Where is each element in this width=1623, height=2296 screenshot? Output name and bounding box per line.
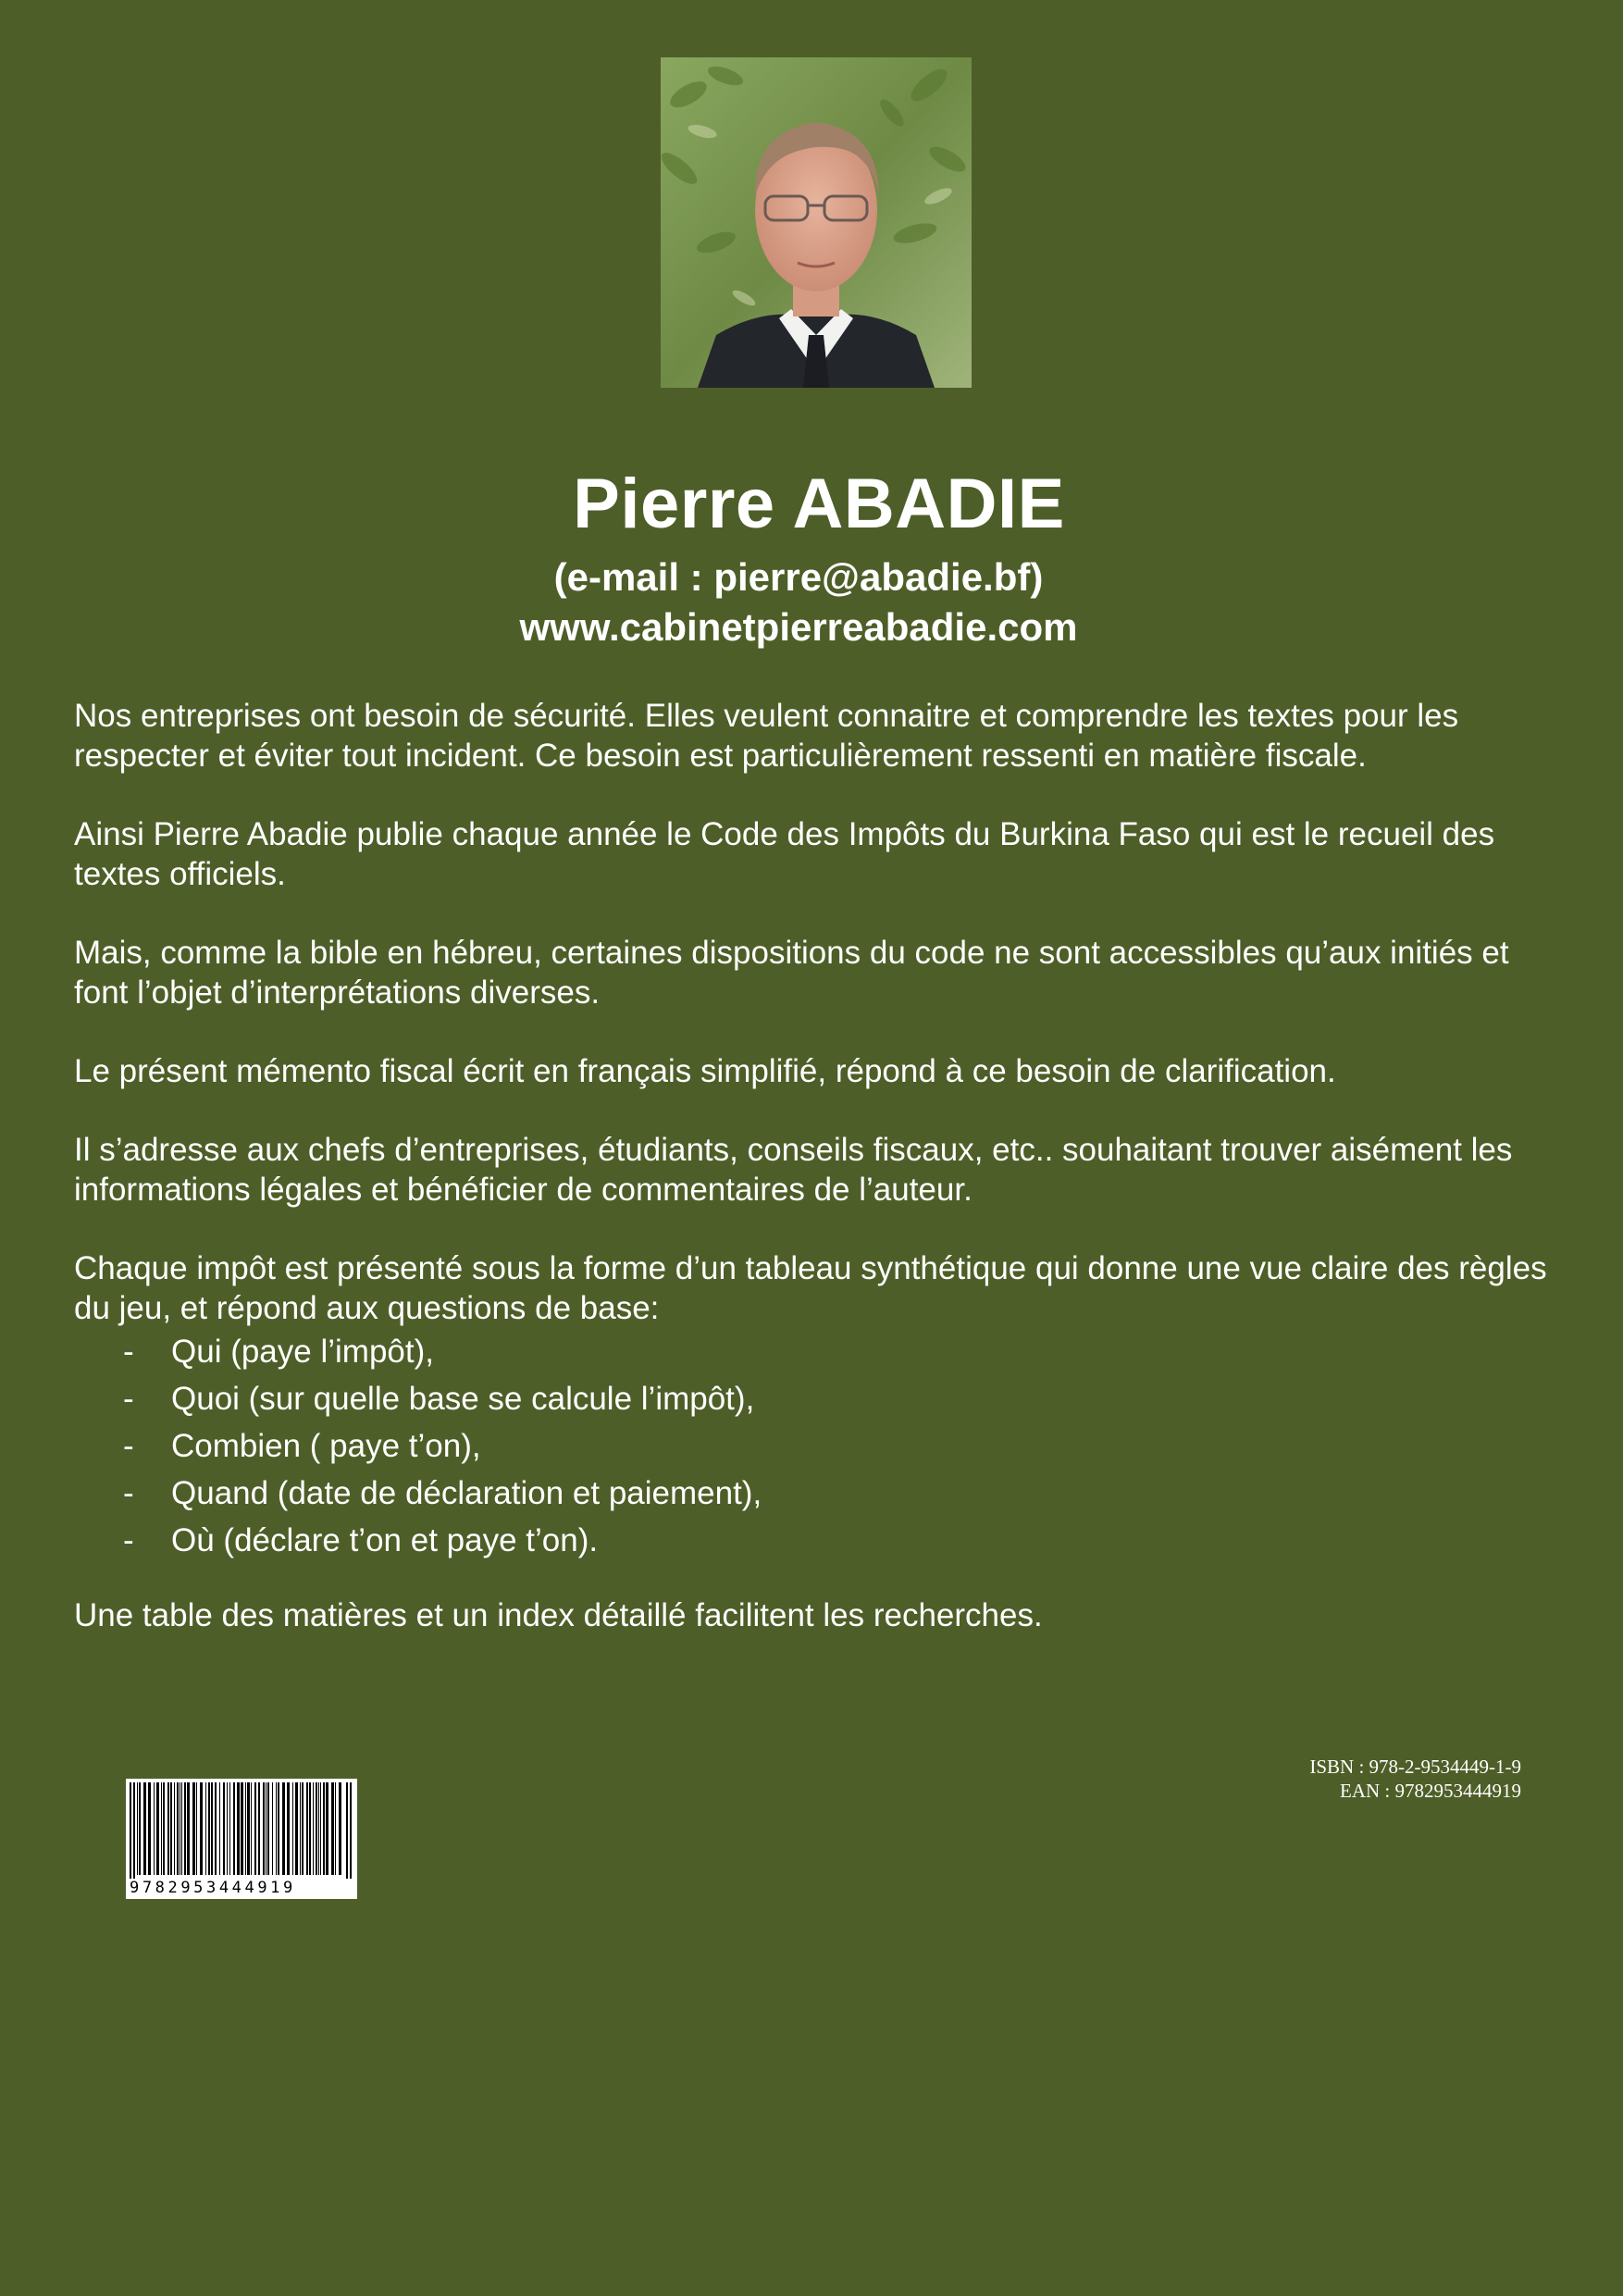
- barcode-bar: [219, 1782, 220, 1875]
- bullet-marker: -: [123, 1381, 134, 1417]
- barcode-bar: [313, 1782, 314, 1875]
- paragraph: Ainsi Pierre Abadie publie chaque année le Code des Impôts du Burkina Faso qui est le recueil des textes officiels.: [74, 816, 1495, 892]
- barcode-bar: [306, 1782, 308, 1875]
- barcode-bar: [187, 1782, 190, 1875]
- barcode-bar: [237, 1782, 240, 1875]
- barcode-bar: [241, 1782, 243, 1875]
- barcode-bar: [346, 1782, 348, 1893]
- list-item-text: Quand (date de déclaration et paiement),: [171, 1475, 762, 1511]
- barcode-bar: [267, 1782, 269, 1875]
- list-item-text: Où (déclare t’on et paye t’on).: [171, 1522, 599, 1558]
- paragraph: Le présent mémento fiscal écrit en français simplifié, répond à ce besoin de clarification.: [74, 1053, 1336, 1089]
- list-item: [74, 1470, 1555, 1517]
- barcode-bar: [156, 1782, 159, 1875]
- barcode-bar: [184, 1782, 186, 1875]
- barcode-bar: [167, 1782, 169, 1875]
- list-item: [74, 1517, 1555, 1564]
- barcode-bar: [133, 1782, 135, 1893]
- author-website: www.cabinetpierreabadie.com: [519, 605, 1078, 649]
- barcode-bar: [200, 1782, 203, 1875]
- list-item-text: Qui (paye l’impôt),: [171, 1334, 434, 1370]
- list-item-text: Quoi (sur quelle base se calcule l’impôt),: [171, 1381, 755, 1417]
- barcode-bar: [154, 1782, 155, 1875]
- barcode-bar: [247, 1782, 250, 1875]
- paragraph: Chaque impôt est présenté sous la forme d’un tableau synthétique qui donne une vue claire des règles du jeu, et répond aux questions de base:: [74, 1250, 1547, 1326]
- barcode-bar: [254, 1782, 256, 1875]
- barcode-bar: [282, 1782, 285, 1875]
- barcode-bar: [287, 1782, 290, 1875]
- barcode-bar: [163, 1782, 165, 1875]
- barcode-bar: [181, 1782, 182, 1875]
- description: [74, 696, 1555, 1674]
- barcode-bar: [139, 1782, 141, 1875]
- barcode-bar: [326, 1782, 328, 1875]
- barcode-bar: [233, 1782, 235, 1875]
- barcode-bar: [318, 1782, 319, 1875]
- barcode-bar: [323, 1782, 325, 1875]
- bullet-marker: -: [123, 1334, 134, 1370]
- barcode-bar: [263, 1782, 265, 1875]
- author-name: Pierre ABADIE: [573, 465, 1065, 543]
- barcode-bar: [320, 1782, 321, 1875]
- isbn-number: ISBN : 978-2-9534449-1-9: [1309, 1756, 1521, 1778]
- list-item: [74, 1328, 1555, 1375]
- barcode-bar: [227, 1782, 228, 1875]
- list-item-text: Combien ( paye t’on),: [171, 1428, 481, 1464]
- barcode-bar: [350, 1782, 352, 1893]
- barcode-bar: [316, 1782, 317, 1875]
- isbn-block: [1309, 1755, 1521, 1803]
- question-list: [74, 1328, 1555, 1564]
- barcode-bar: [174, 1782, 175, 1875]
- barcode-bar: [215, 1782, 217, 1875]
- barcode-bar: [211, 1782, 213, 1875]
- author-email: (e-mail : pierre@abadie.bf): [553, 555, 1044, 599]
- barcode-bar: [302, 1782, 304, 1875]
- barcode-bar: [278, 1782, 279, 1875]
- ean-number: EAN : 9782953444919: [1340, 1780, 1521, 1802]
- barcode-bar: [276, 1782, 277, 1875]
- paragraph: Mais, comme la bible en hébreu, certaines dispositions du code ne sont accessibles qu’aux initiés et font l’objet d’interprétations diverses.: [74, 935, 1509, 1011]
- barcode-bar: [192, 1782, 195, 1875]
- barcode-bar: [300, 1782, 301, 1875]
- paragraph: Il s’adresse aux chefs d’entreprises, étudiants, conseils fiscaux, etc.. souhaitant trouver aisément les informations légales et bénéficier de commentaires de l’auteur.: [74, 1132, 1513, 1208]
- barcode-bar: [177, 1782, 179, 1875]
- barcode-bar: [196, 1782, 197, 1875]
- barcode-bar: [208, 1782, 210, 1875]
- barcode-bar: [223, 1782, 225, 1875]
- barcode-bar: [143, 1782, 146, 1875]
- barcode-bar: [292, 1782, 293, 1875]
- author-photo: [661, 57, 972, 388]
- barcode-bar: [251, 1782, 252, 1875]
- barcode-bar: [331, 1782, 334, 1875]
- barcode-bar: [335, 1782, 336, 1875]
- closing-paragraph: Une table des matières et un index détaillé facilitent les recherches.: [74, 1597, 1043, 1633]
- barcode-bar: [229, 1782, 230, 1875]
- barcode-bar: [258, 1782, 260, 1875]
- barcode-bar: [205, 1782, 206, 1875]
- barcode-bar: [161, 1782, 162, 1875]
- barcode-bar: [245, 1782, 246, 1875]
- bullet-marker: -: [123, 1428, 134, 1464]
- paragraph: Nos entreprises ont besoin de sécurité. Elles veulent connaitre et comprendre les textes pour les respecter et éviter tout incident. Ce besoin est particulièrement ressenti en matière fiscale.: [74, 698, 1459, 774]
- barcode-bar: [339, 1782, 341, 1875]
- barcode-bar: [170, 1782, 172, 1875]
- barcode: [126, 1779, 357, 1899]
- barcode-bar: [309, 1782, 311, 1875]
- barcode-bar: [130, 1782, 131, 1893]
- bullet-marker: -: [123, 1522, 134, 1558]
- barcode-bar: [272, 1782, 273, 1875]
- list-item: [74, 1422, 1555, 1470]
- list-item: [74, 1375, 1555, 1422]
- barcode-bar: [137, 1782, 138, 1875]
- barcode-bar: [148, 1782, 151, 1875]
- barcode-digits: 9782953444919: [130, 1879, 353, 1897]
- bullet-marker: -: [123, 1475, 134, 1511]
- barcode-bar: [295, 1782, 298, 1875]
